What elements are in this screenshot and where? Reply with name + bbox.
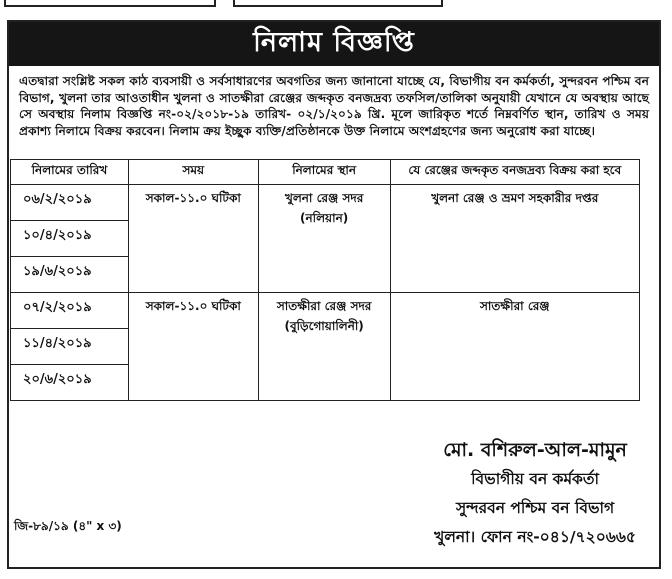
header-auction-date: নিলামের তারিখ	[11, 160, 129, 185]
previous-notice-border-left	[4, 0, 216, 7]
signatory-name: মো. বশিরুল-আল-মামুন	[443, 439, 627, 461]
auction-place: খুলনা রেঞ্জ সদর (নলিয়ান)	[258, 185, 390, 293]
previous-notice-border-right	[233, 0, 443, 7]
signature-block	[434, 436, 636, 552]
auction-place: সাতক্ষীরা রেঞ্জ সদর (বুড়িগোয়ালিনী)	[258, 293, 390, 401]
range-name: খুলনা রেঞ্জ ও ভ্রমণ সহকারীর দপ্তর	[390, 185, 639, 293]
auction-date: ০৬/২/২০১৯	[11, 185, 129, 221]
auction-date: ২০/৬/২০১৯	[11, 365, 129, 401]
signatory-division: সুন্দরবন পশ্চিম বন বিভাগ	[455, 499, 615, 517]
signatory-designation: বিভাগীয় বন কর্মকর্তা	[471, 470, 600, 488]
table-row	[11, 293, 640, 329]
header-range: যে রেঞ্জের জব্দকৃত বনজদ্রব্য বিক্রয় করা হবে	[390, 160, 639, 185]
auction-date: ১১/৪/২০১৯	[11, 329, 129, 365]
auction-schedule-table	[10, 159, 640, 401]
signatory-contact: খুলনা। ফোন নং-০৪১/৭২০৬৬৫	[434, 528, 636, 546]
auction-time: সকাল-১১.০ ঘটিকা	[128, 293, 258, 401]
range-name: সাতক্ষীরা রেঞ্জ	[390, 293, 639, 401]
auction-date: ১০/৪/২০১৯	[11, 221, 129, 257]
auction-date: ১৯/৬/২০১৯	[11, 257, 129, 293]
auction-date: ০৭/২/২০১৯	[11, 293, 129, 329]
header-time: সময়	[128, 160, 258, 185]
table-row	[11, 185, 640, 221]
notice-title: নিলাম বিজ্ঞপ্তি	[9, 22, 659, 66]
reference-number: জি-৮৯/১৯ (৪" x ৩)	[14, 519, 122, 533]
auction-time: সকাল-১১.০ ঘটিকা	[128, 185, 258, 293]
header-auction-place: নিলামের স্থান	[258, 160, 390, 185]
notice-body: এতদ্বারা সংশ্লিষ্ট সকল কাঠ ব্যবসায়ী ও সর্বসাধারণের অবগতির জন্য জানানো যাচ্ছে যে, বিভাগীয় বন কর্মকর্তা, সুন্দরবন পশ্চিম বন বিভাগ, খুলনা তার আওতাধীন খুলনা ও সাতক্ষীরা রেঞ্জের জব্দকৃত বনজদ্রব্য তফসিল/তালিকা অনুযায়ী যেখানে যে অবস্থায় আছে সে অবস্থায় নিলাম বিজ্ঞপ্তি নং-০২/২০১৮-১৯ তারিখ- ০২/১/২০১৯ খ্রি. মূলে জারিকৃত শর্তে নিম্নবর্ণিত স্থান, তারিখ ও সময় প্রকাশ্য নিলামে বিক্রয় করবেন। নিলাম ক্রয় ইচ্ছুক ব্যক্তি/প্রতিষ্ঠানকে উক্ত নিলামে অংশগ্রহণের জন্য অনুরোধ করা যাচ্ছে।	[19, 74, 649, 138]
table-header-row	[11, 160, 640, 185]
